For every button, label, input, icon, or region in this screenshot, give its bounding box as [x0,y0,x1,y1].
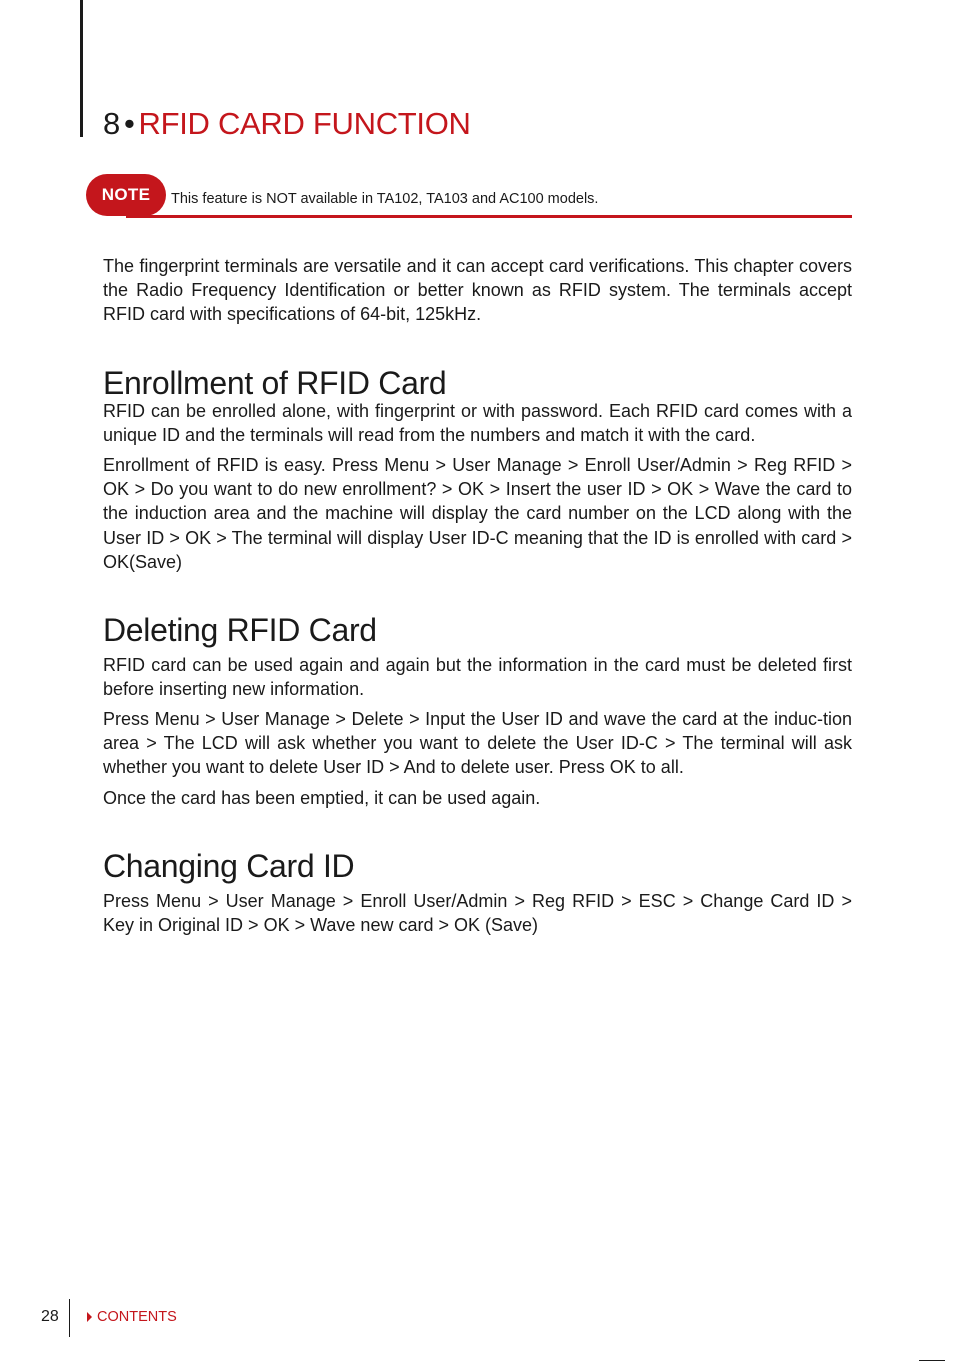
deleting-paragraph-1: RFID card can be used again and again but the information in the card must be deleted first before inserting new information. [103,655,852,700]
chapter-name: RFID CARD FUNCTION [138,106,471,141]
intro-paragraph: The fingerprint terminals are versatile and it can accept card verifications. This chapter covers the Radio Frequency Identification or better known as RFID system. The terminals accept RFID card with specifications of 64-bit, 125kHz. [103,256,852,325]
contents-link[interactable] [87,1309,177,1325]
chapter-number: 8 [103,106,120,141]
note-badge: NOTE [86,174,166,216]
changing-paragraph-1: Press Menu > User Manage > Enroll User/Admin > Reg RFID > ESC > Change Card ID > Key in Original ID > OK > Wave new card > OK (Save) [103,891,852,936]
chapter-title [103,104,471,144]
contents-link-label: CONTENTS [97,1309,177,1325]
top-vertical-rule [80,0,83,137]
note-callout [86,174,852,220]
section-heading-enrollment: Enrollment of RFID Card [103,365,447,401]
section-heading-deleting: Deleting RFID Card [103,612,377,648]
enrollment-paragraph-1: RFID can be enrolled alone, with fingerprint or with password. Each RFID card comes with a unique ID and the terminals will read from the numbers and match it with the card. [103,401,852,446]
deleting-paragraph-3: Once the card has been emptied, it can be used again. [103,788,541,808]
enrollment-paragraph-2: Enrollment of RFID is easy. Press Menu > User Manage > Enroll User/Admin > Reg RFID > OK > Do you want to do new enrollment? > OK > Insert the user ID > OK > Wave the card to the induction area and the machine will display the card number on the LCD along with the User ID > OK > The terminal will display User ID-C meaning that the ID is enrolled with card > OK(Save) [103,455,852,572]
note-text: This feature is NOT available in TA102, TA103 and AC100 models. [171,191,599,207]
footer-divider [69,1299,70,1337]
note-underline [126,215,852,218]
section-heading-changing: Changing Card ID [103,848,355,884]
page-number: 28 [41,1308,59,1325]
corner-rule [919,1360,945,1361]
deleting-paragraph-2: Press Menu > User Manage > Delete > Input the User ID and wave the card at the induc-tion area > The LCD will ask whether you want to delete the User ID-C > The terminal will ask whether you want to delete User ID > And to delete user. Press OK to all. [103,709,852,778]
chapter-separator: • [123,106,135,141]
caret-right-icon [87,1312,92,1322]
